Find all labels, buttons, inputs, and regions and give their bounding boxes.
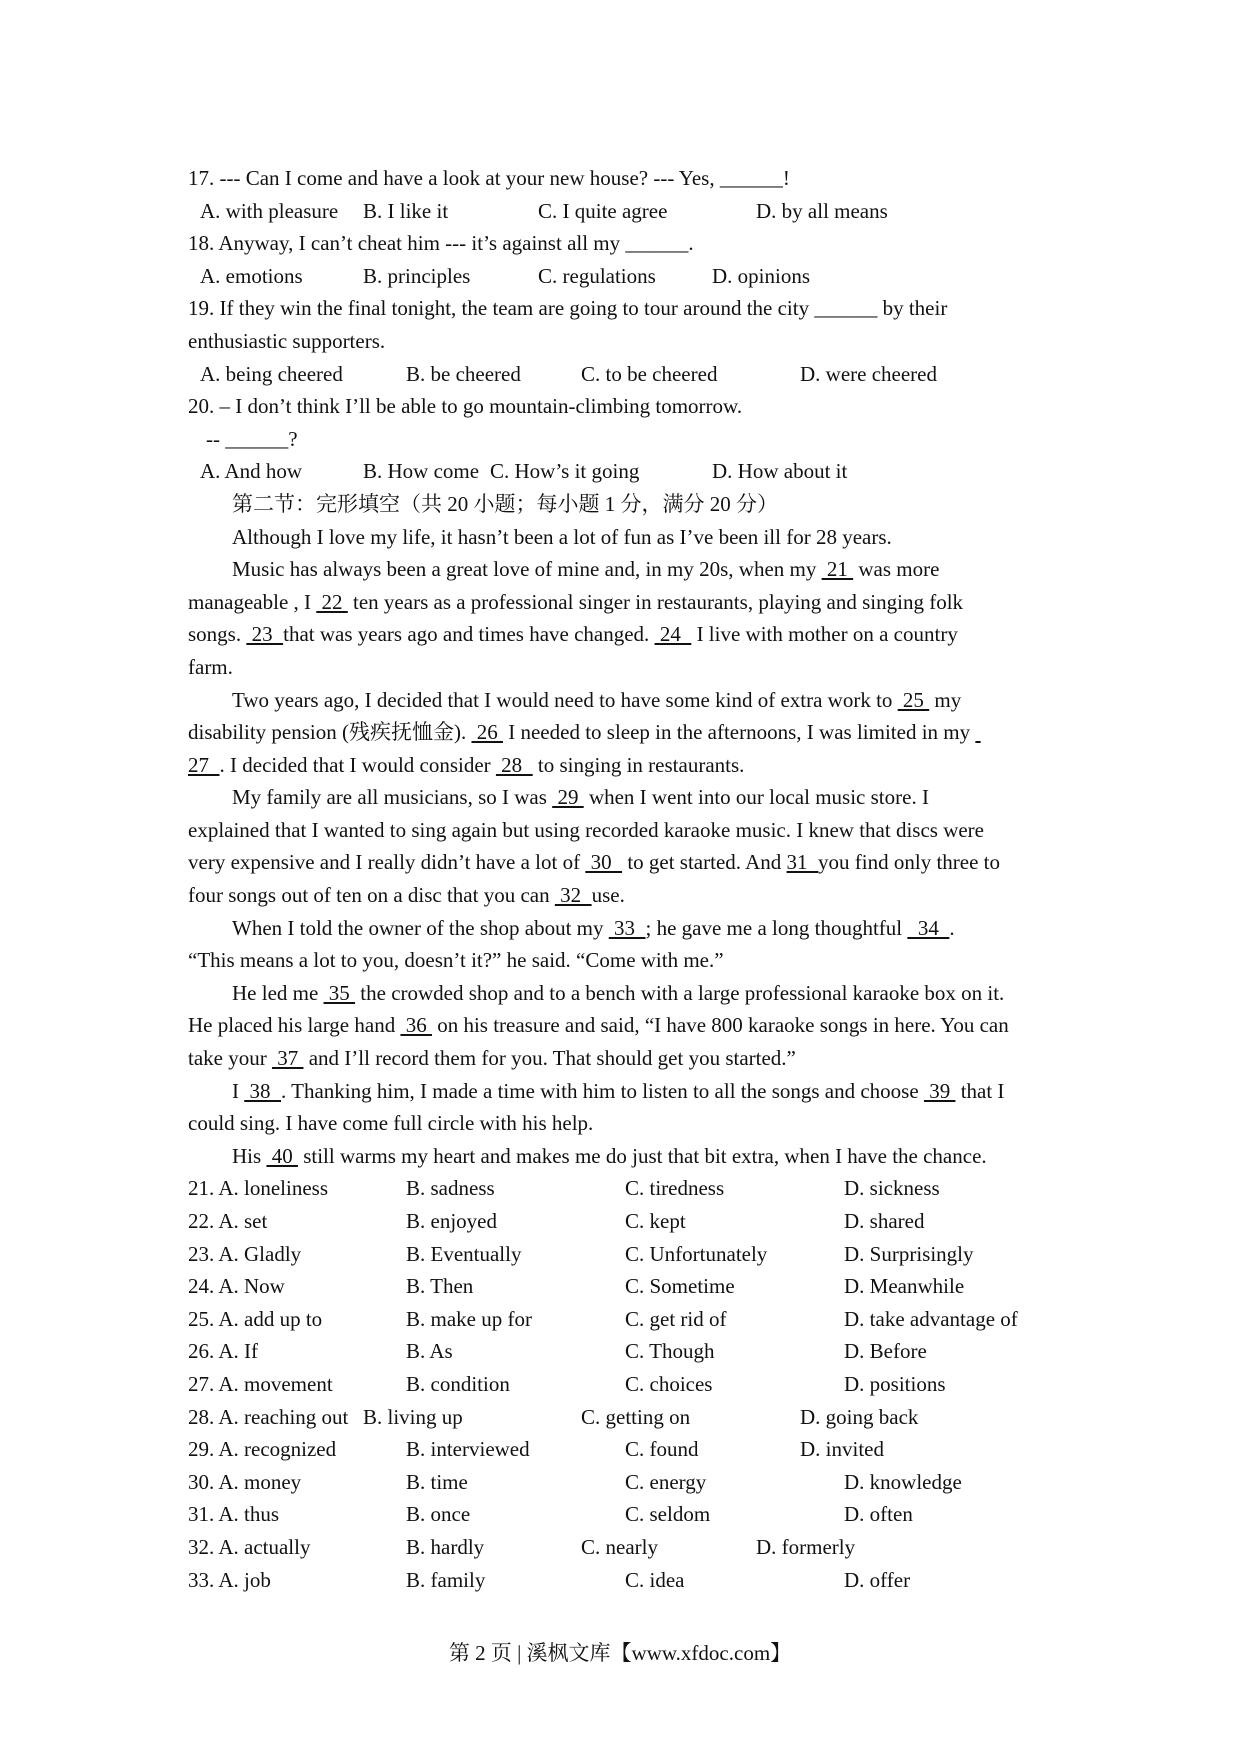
passage-line	[188, 716, 1068, 749]
text: you find only three to	[818, 850, 1001, 875]
text: and I’ll record them for you. That should get you started.”	[303, 1046, 796, 1071]
option-a: 29. A. recognized	[188, 1437, 337, 1462]
option-row	[188, 1238, 1068, 1271]
option-a: 23. A. Gladly	[188, 1241, 302, 1266]
question-18-options	[188, 260, 1068, 293]
blank-40: 40	[266, 1143, 298, 1168]
q20-option-b: B. How come	[363, 459, 480, 484]
text: use.	[591, 883, 625, 908]
text: Two years ago, I decided that I would need to have some kind of extra work to	[232, 687, 898, 712]
passage-line	[188, 618, 1068, 651]
blank-30: 30	[585, 850, 623, 875]
section-heading: 第二节：完形填空（共 20 小题；每小题 1 分，满分 20 分）	[232, 491, 778, 516]
text: Music has always been a great love of mine and, in my 20s, when my	[232, 557, 822, 582]
passage-line	[188, 846, 1068, 879]
option-c: C. nearly	[581, 1534, 658, 1559]
option-d: D. Meanwhile	[844, 1274, 965, 1299]
option-row	[188, 1498, 1068, 1531]
option-b: B. time	[406, 1469, 468, 1494]
blank-31: 31	[786, 850, 819, 875]
question-19-stem-cont: enthusiastic supporters.	[188, 328, 386, 353]
option-row	[188, 1564, 1068, 1597]
text: was more	[853, 557, 940, 582]
text: I live with mother on a country	[691, 622, 958, 647]
option-c: C. seldom	[625, 1502, 711, 1527]
q18-option-c: C. regulations	[538, 263, 656, 288]
option-a: 26. A. If	[188, 1339, 258, 1364]
option-row	[188, 1368, 1068, 1401]
option-a: 24. A. Now	[188, 1274, 285, 1299]
question-20-stem: 20. – I don’t think I’ll be able to go mountain-climbing tomorrow.	[188, 394, 743, 419]
blank-27-start	[975, 720, 980, 744]
q19-option-c: C. to be cheered	[581, 361, 718, 386]
option-a: 32. A. actually	[188, 1534, 311, 1559]
option-row	[188, 1303, 1068, 1336]
q19-option-d: D. were cheered	[800, 361, 937, 386]
option-a: 25. A. add up to	[188, 1306, 323, 1331]
option-b: B. Then	[406, 1274, 474, 1299]
cloze-options-list	[188, 1172, 1068, 1596]
blank-35: 35	[323, 980, 356, 1005]
text: that I	[955, 1078, 1005, 1103]
option-b: B. family	[406, 1567, 486, 1592]
option-d: D. shared	[844, 1209, 925, 1233]
option-b: B. condition	[406, 1371, 510, 1396]
passage-line	[188, 1075, 1068, 1108]
option-row	[188, 1205, 1068, 1238]
text: ten years as a professional singer in restaurants, playing and singing folk	[347, 589, 964, 614]
q18-option-d: D. opinions	[712, 263, 811, 288]
question-19-stem: 19. If they win the final tonight, the team are going to tour around the city ______ by their	[188, 296, 948, 321]
text: to get started. And	[622, 850, 787, 875]
option-d: D. formerly	[756, 1534, 856, 1559]
option-d: D. positions	[844, 1371, 946, 1396]
option-a: 28. A. reaching out	[188, 1404, 349, 1429]
passage-line	[188, 1009, 1068, 1042]
q20-option-c: C. How’s it going	[490, 459, 640, 484]
blank-37: 37	[271, 1046, 304, 1071]
option-d: D. knowledge	[844, 1469, 962, 1494]
text: I	[232, 1078, 245, 1103]
option-d: D. invited	[800, 1437, 884, 1462]
option-row	[188, 1335, 1068, 1368]
option-row	[188, 1172, 1068, 1205]
option-a: 22. A. set	[188, 1209, 268, 1233]
text: When I told the owner of the shop about my	[232, 915, 609, 940]
option-c: C. energy	[625, 1469, 707, 1494]
option-c: C. idea	[625, 1567, 685, 1592]
blank-36: 36	[400, 1013, 432, 1038]
option-c: C. Unfortunately	[625, 1241, 768, 1266]
option-a: 31. A. thus	[188, 1502, 280, 1527]
passage-line	[188, 586, 1068, 619]
text: .	[949, 915, 955, 940]
option-c: C. kept	[625, 1209, 686, 1233]
text: . Thanking him, I made a time with him to listen to all the songs and choose	[281, 1078, 924, 1103]
option-c: C. Though	[625, 1339, 715, 1364]
blank-39: 39	[923, 1078, 956, 1103]
blank-27: 27	[188, 752, 220, 777]
text: take your	[188, 1046, 272, 1071]
question-20-options	[188, 455, 1068, 488]
text: I needed to sleep in the afternoons, I was limited in my	[502, 720, 976, 745]
blank-21: 21	[821, 557, 854, 582]
text: to singing in restaurants.	[532, 752, 745, 777]
option-b: B. interviewed	[406, 1437, 530, 1462]
passage-line	[188, 553, 1068, 586]
blank-33: 33	[608, 915, 646, 940]
option-row	[188, 1270, 1068, 1303]
passage-line: explained that I wanted to sing again but using recorded karaoke music. I knew that discs were	[188, 817, 985, 842]
option-b: B. Eventually	[406, 1241, 522, 1266]
blank-26: 26	[471, 720, 503, 745]
option-a: 30. A. money	[188, 1469, 302, 1494]
q20-option-d: D. How about it	[712, 459, 848, 484]
passage-line	[188, 879, 1068, 912]
q17-option-b: B. I like it	[363, 198, 449, 223]
q17-option-c: C. I quite agree	[538, 198, 668, 223]
question-17-stem: 17. --- Can I come and have a look at your new house? --- Yes, ______!	[188, 166, 790, 190]
q19-option-b: B. be cheered	[406, 361, 521, 386]
option-a: 21. A. loneliness	[188, 1176, 328, 1201]
option-a: 33. A. job	[188, 1567, 271, 1592]
option-c: C. getting on	[581, 1404, 691, 1429]
text: . I decided that I would consider	[219, 752, 496, 777]
blank-34: 34	[907, 915, 950, 940]
option-c: C. tiredness	[625, 1176, 725, 1201]
option-row	[188, 1531, 1068, 1564]
passage-line: could sing. I have come full circle with his help.	[188, 1111, 594, 1136]
text: ; he gave me a long thoughtful	[645, 915, 908, 940]
text: four songs out of ten on a disc that you can	[188, 883, 555, 908]
option-a: 27. A. movement	[188, 1371, 333, 1396]
question-17-options	[188, 195, 1068, 228]
option-d: D. Surprisingly	[844, 1241, 974, 1266]
option-b: B. sadness	[406, 1176, 495, 1201]
text: on his treasure and said, “I have 800 karaoke songs in here. You can	[431, 1013, 1009, 1038]
option-b: B. once	[406, 1502, 471, 1527]
text: when I went into our local music store. I	[583, 785, 929, 810]
option-c: C. choices	[625, 1371, 713, 1396]
option-b: B. make up for	[406, 1306, 532, 1331]
blank-32: 32	[554, 883, 592, 908]
text: His	[232, 1143, 267, 1168]
option-d: D. offer	[844, 1567, 911, 1592]
text: manageable , I	[188, 589, 317, 614]
option-d: D. take advantage of	[844, 1306, 1018, 1331]
option-b: B. hardly	[406, 1534, 485, 1559]
passage-line	[188, 1140, 1068, 1173]
passage-line	[188, 1042, 1068, 1075]
option-row	[188, 1433, 1068, 1466]
passage-line	[188, 749, 1068, 782]
text: very expensive and I really didn’t have a lot of	[188, 850, 586, 875]
passage-line	[188, 977, 1068, 1010]
text: my	[929, 687, 962, 712]
option-d: D. going back	[800, 1404, 919, 1429]
page-footer: 第 2 页 | 溪枫文库【www.xfdoc.com】	[448, 1641, 792, 1665]
question-18-stem: 18. Anyway, I can’t cheat him --- it’s against all my ______.	[188, 231, 694, 256]
passage-line	[188, 684, 1068, 717]
q18-option-b: B. principles	[363, 263, 471, 288]
q17-option-a: A. with pleasure	[200, 198, 339, 223]
passage-line	[188, 781, 1068, 814]
blank-28: 28	[495, 752, 533, 777]
option-b: B. enjoyed	[406, 1209, 497, 1233]
question-19-options	[188, 358, 1068, 391]
text: disability pension (残疾抚恤金).	[188, 720, 472, 745]
option-d: D. often	[844, 1502, 913, 1527]
text: still warms my heart and makes me do just that bit extra, when I have the chance.	[297, 1143, 987, 1168]
text: that was years ago and times have changed.	[283, 622, 655, 647]
option-row	[188, 1466, 1068, 1499]
text: the crowded shop and to a bench with a large professional karaoke box on it.	[355, 980, 1005, 1005]
passage-paragraph-1: Although I love my life, it hasn’t been a lot of fun as I’ve been ill for 28 years.	[232, 524, 892, 549]
passage-line: farm.	[188, 654, 233, 679]
q20-option-a: A. And how	[200, 459, 303, 484]
text: My family are all musicians, so I was	[232, 785, 553, 810]
passage-line: “This means a lot to you, doesn’t it?” he said. “Come with me.”	[188, 948, 724, 973]
option-c: C. get rid of	[625, 1306, 727, 1331]
blank-22: 22	[316, 589, 348, 614]
blank-25: 25	[897, 687, 930, 712]
option-b: B. As	[406, 1339, 453, 1364]
option-row	[188, 1401, 1068, 1434]
blank-29: 29	[552, 785, 584, 810]
q18-option-a: A. emotions	[200, 263, 303, 288]
blank-38: 38	[244, 1078, 281, 1103]
blank-24: 24	[654, 622, 692, 647]
option-c: C. Sometime	[625, 1274, 735, 1299]
page-content	[188, 162, 1068, 1596]
question-20-stem-cont: -- ______?	[206, 426, 298, 451]
blank-23: 23	[246, 622, 284, 647]
q17-option-d: D. by all means	[756, 198, 888, 223]
option-b: B. living up	[363, 1404, 463, 1429]
passage-line	[188, 912, 1068, 945]
option-d: D. sickness	[844, 1176, 940, 1201]
option-c: C. found	[625, 1437, 699, 1462]
text: songs.	[188, 622, 247, 647]
q19-option-a: A. being cheered	[200, 361, 343, 386]
option-d: D. Before	[844, 1339, 927, 1364]
text: He led me	[232, 980, 324, 1005]
text: He placed his large hand	[188, 1013, 401, 1038]
